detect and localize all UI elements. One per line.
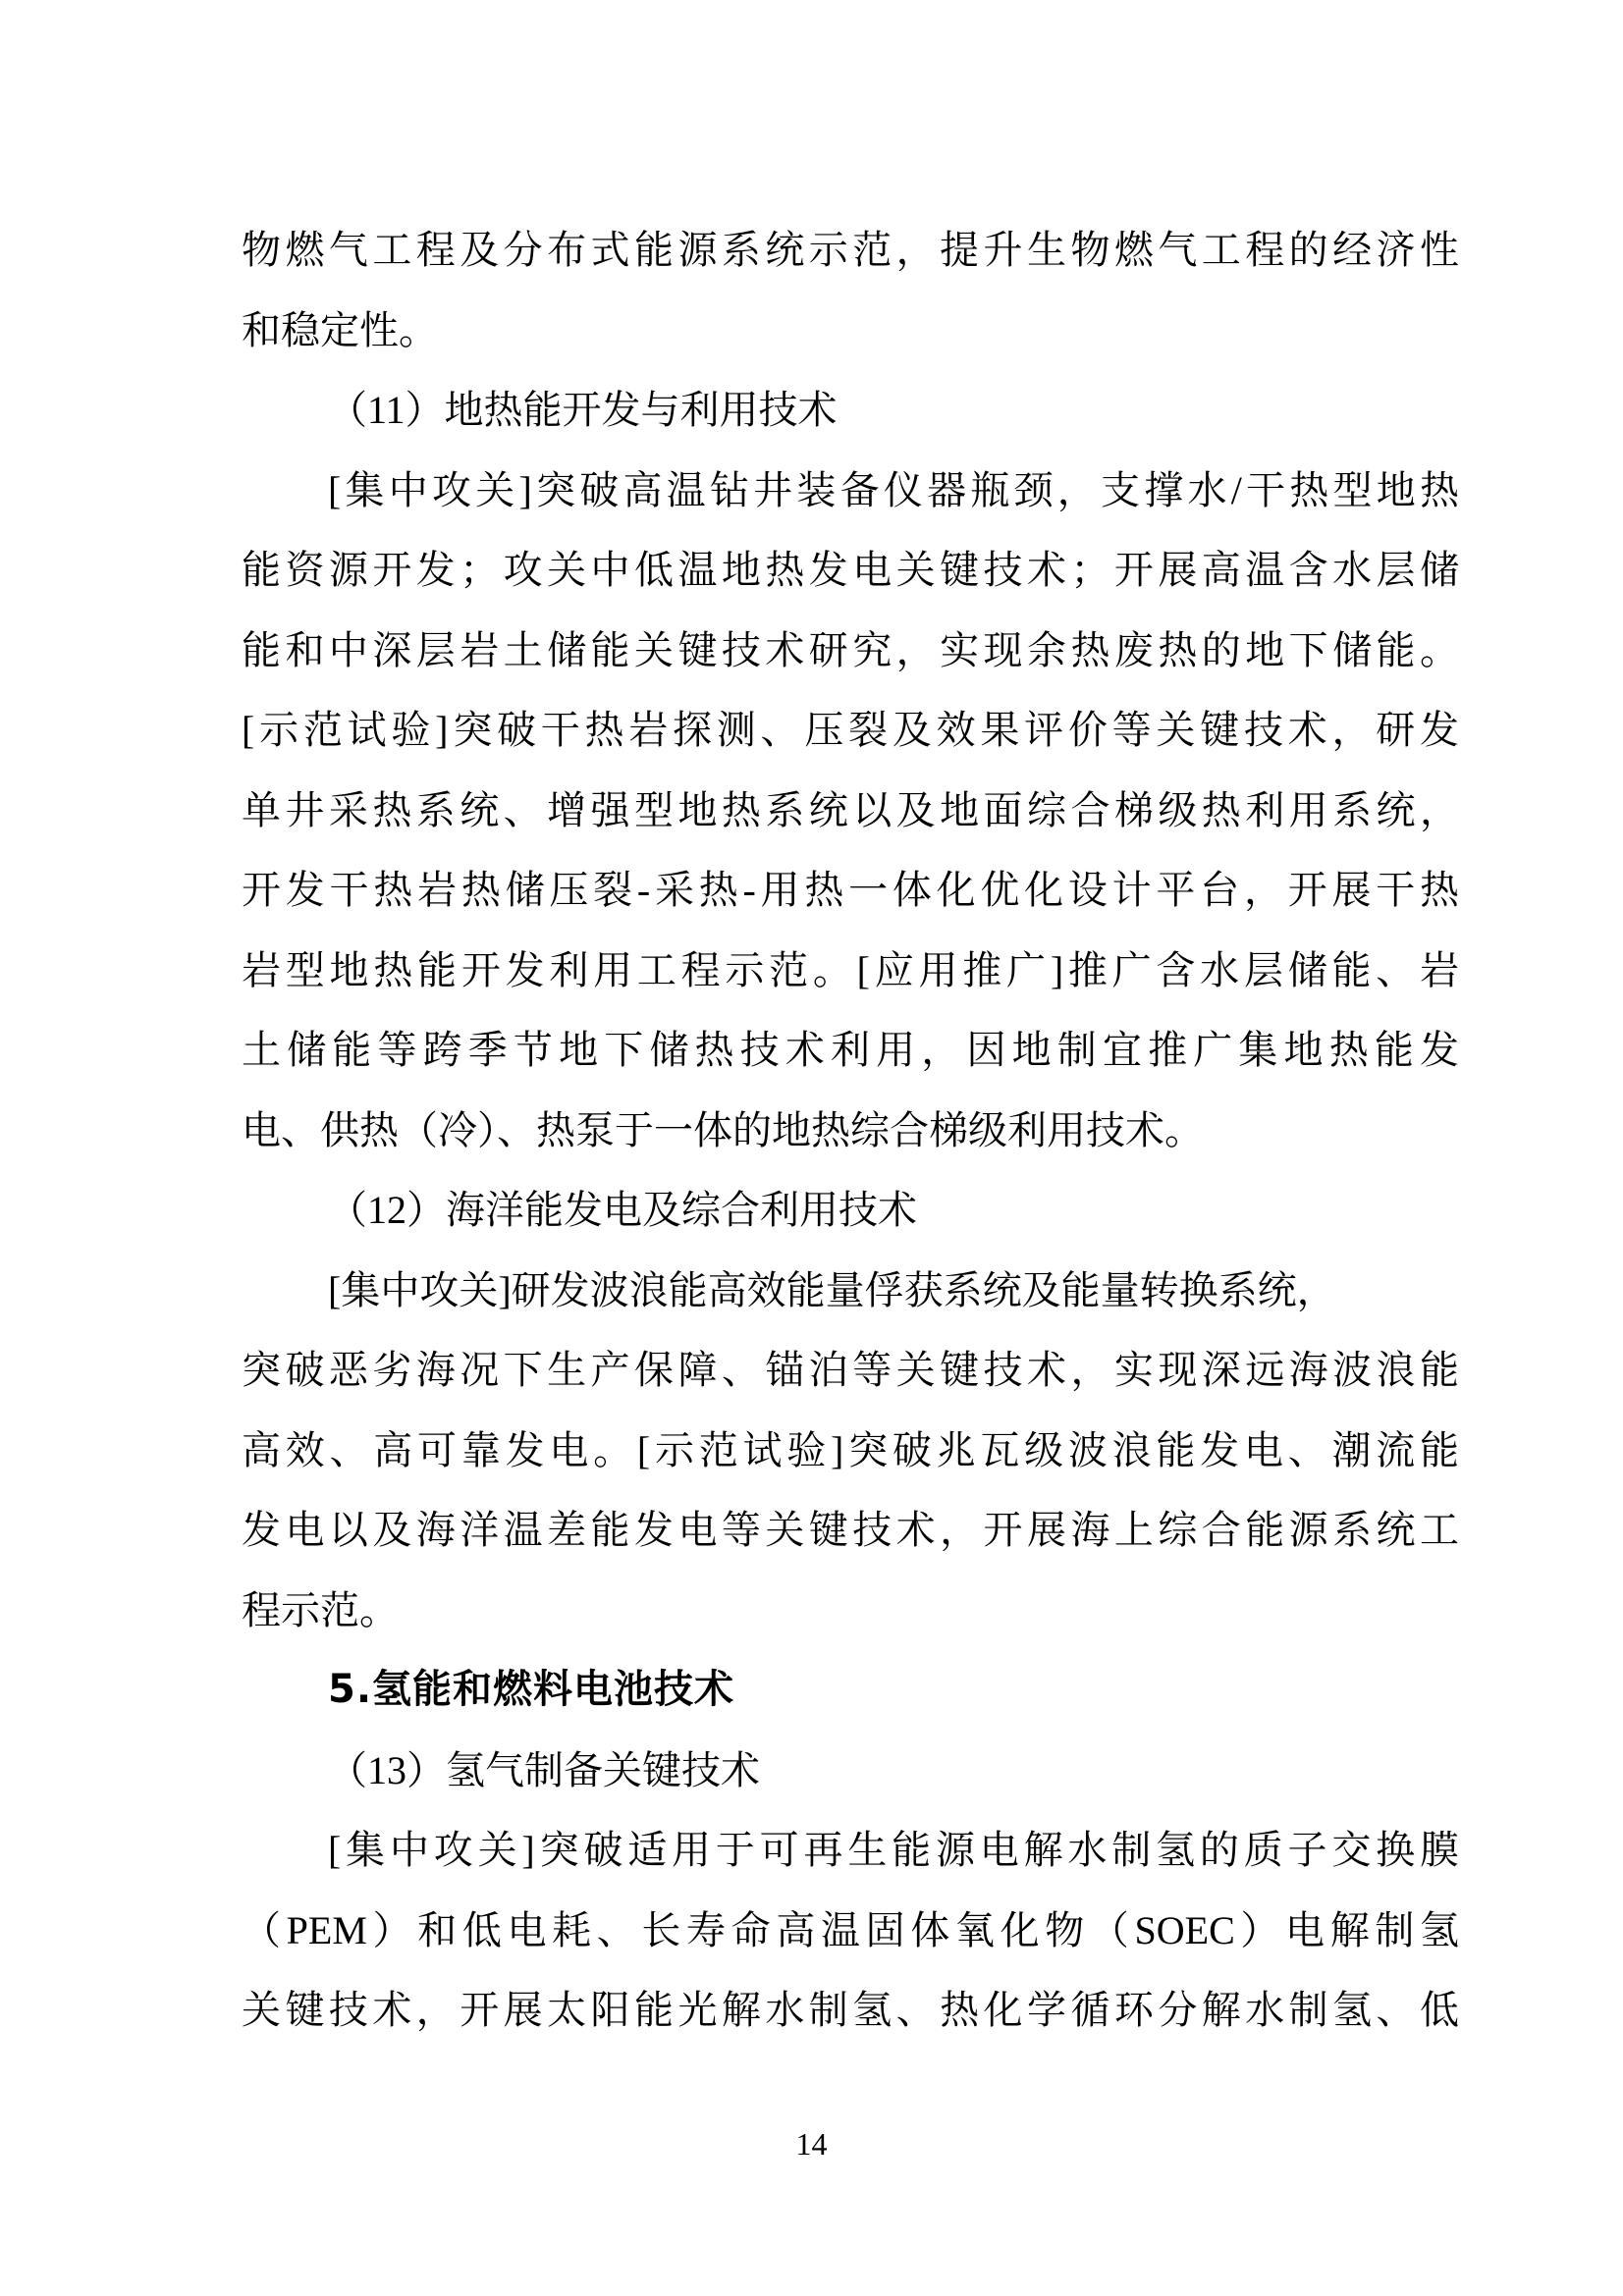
body-text-line: 物燃气工程及分布式能源系统示范，提升生物燃气工程的经济性 [242,228,1459,272]
body-text-line: 程示范。 [242,1587,399,1632]
section-heading-line: 5.氢能和燃料电池技术 [328,1667,735,1712]
body-text-line: 能资源开发；攻关中低温地热发电关键技术；开展高温含水层储 [242,548,1459,592]
body-text-line: 高效、高可靠发电。[示范试验]突破兆瓦级波浪能发电、潮流能 [242,1427,1459,1472]
body-text-line: 岩型地热能开发利用工程示范。[应用推广]推广含水层储能、岩 [242,947,1459,992]
body-text-line: 和稳定性。 [242,307,438,352]
body-text-line: [集中攻关]突破适用于可再生能源电解水制氢的质子交换膜 [328,1828,1459,1872]
body-text-line: [集中攻关]研发波浪能高效能量俘获系统及能量转换系统， [328,1267,1336,1312]
body-text-line: 开发干热岩热储压裂-采热-用热一体化优化设计平台，开展干热 [242,868,1459,912]
text-block [242,210,1459,2051]
body-text-line: （PEM）和低电耗、长寿命高温固体氧化物（SOEC）电解制氢 [242,1907,1459,1952]
page-number: 14 [795,2126,828,2162]
body-text-line: （13）氢气制备关键技术 [328,1747,760,1792]
body-text-line: 能和中深层岩土储能关键技术研究，实现余热废热的地下储能。 [242,627,1459,672]
body-text-line: （11）地热能开发与利用技术 [328,388,838,432]
body-text-line: 突破恶劣海况下生产保障、锚泊等关键技术，实现深远海波浪能 [242,1348,1459,1392]
body-text-line: 土储能等跨季节地下储热技术利用，因地制宜推广集地热能发 [242,1028,1459,1072]
body-text-line: 发电以及海洋温差能发电等关键技术，开展海上综合能源系统工 [242,1508,1459,1552]
body-text-line: 电、供热（冷）、热泵于一体的地热综合梯级利用技术。 [242,1107,1204,1152]
body-text-line: [集中攻关]突破高温钻井装备仪器瓶颈，支撑水/干热型地热 [328,467,1459,512]
body-text-line: （12）海洋能发电及综合利用技术 [328,1188,917,1232]
body-text-line: [示范试验]突破干热岩探测、压裂及效果评价等关键技术，研发 [242,708,1459,752]
body-text-line: 关键技术，开展太阳能光解水制氢、热化学循环分解水制氢、低 [242,1988,1459,2032]
body-text-line: 单井采热系统、增强型地热系统以及地面综合梯级热利用系统， [242,787,1459,832]
